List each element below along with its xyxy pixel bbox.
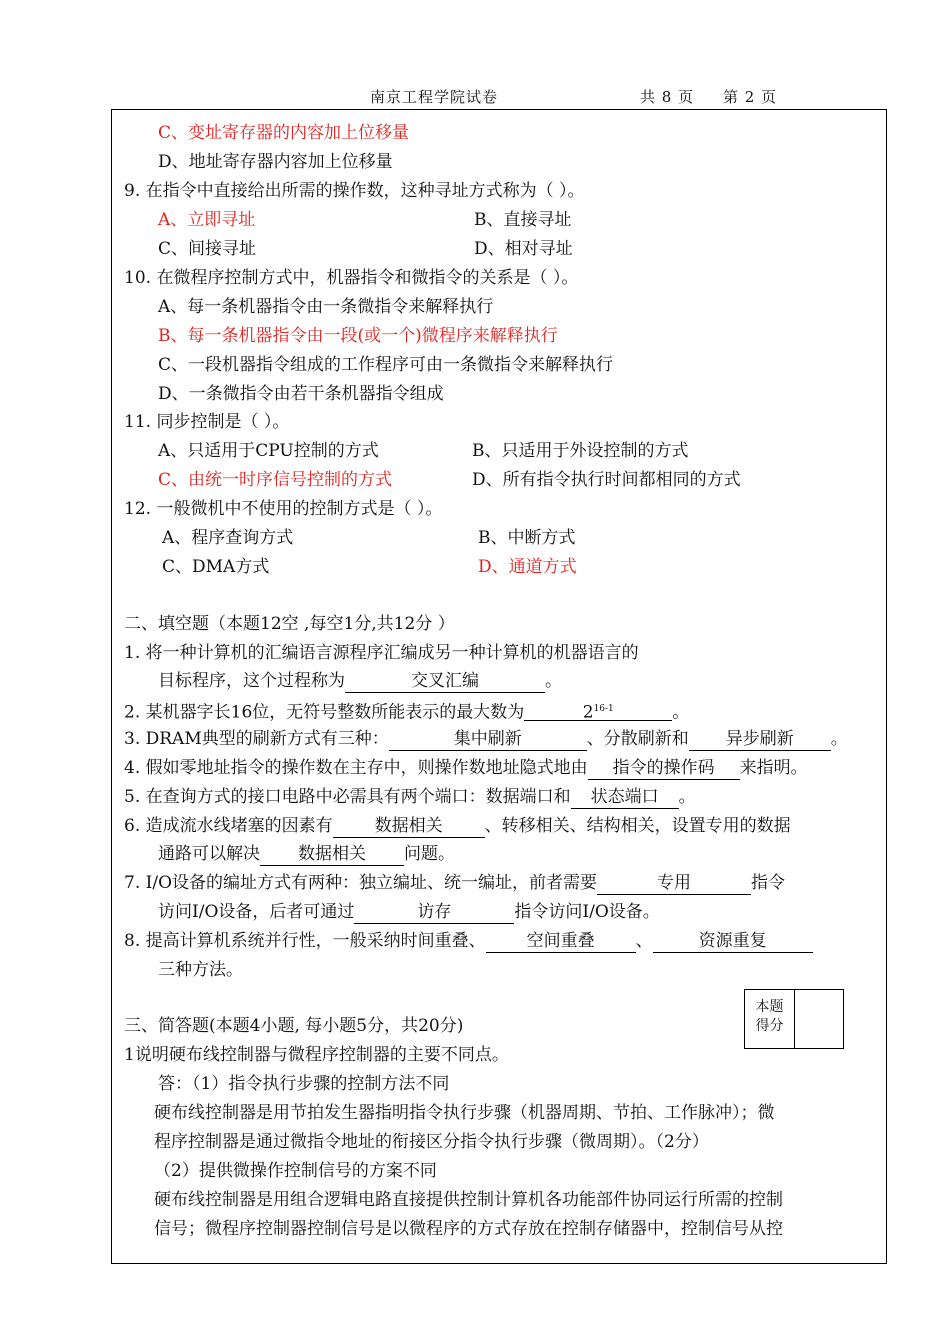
q11-stem: 11. 同步控制是（ ）。 <box>124 412 290 432</box>
fill-q2-answer <box>524 699 672 721</box>
fill-q7-answer-2: 访存 <box>354 902 514 924</box>
q9-stem: 9. 在指令中直接给出所需的操作数，这种寻址方式称为（ ）。 <box>124 181 585 201</box>
score-box-label-line1: 本题 <box>755 999 784 1015</box>
fill-q7-text: 7. I/O设备的编址方式有两种：独立编址、统一编址，前者需要 <box>124 873 598 893</box>
q11-option-c: C、由统一时序信号控制的方式 <box>158 470 393 490</box>
fill-q7-text-2: 访问I/O设备，后者可通过 <box>158 902 355 922</box>
score-box <box>744 989 844 1049</box>
q12-option-d: D、通道方式 <box>478 557 577 577</box>
exam-title: 南京工程学院试卷 <box>370 88 499 106</box>
q9-option-d: D、相对寻址 <box>474 239 573 259</box>
q10-option-b: B、每一条机器指令由一段(或一个)微程序来解释执行 <box>158 326 558 346</box>
fill-q3-mid: 、分散刷新和 <box>586 729 689 749</box>
q10-option-a: A、每一条机器指令由一条微指令来解释执行 <box>158 297 494 317</box>
q12-stem: 12. 一般微机中不使用的控制方式是（ ）。 <box>124 499 443 519</box>
short-answer-line6: 信号；微程序控制器控制信号是以微程序的方式存放在控制存储器中，控制信号从控 <box>154 1219 783 1239</box>
fill-q7-line1 <box>124 872 785 895</box>
fill-q3-answer-2: 异步刷新 <box>689 729 831 751</box>
q8-option-c: C、变址寄存器的内容加上位移量 <box>158 123 410 143</box>
short-answer-line5: 硬布线控制器是用组合逻辑电路直接提供控制计算机各功能部件协同运行所需的控制 <box>154 1190 783 1210</box>
fill-q2-text: 2. 某机器字长16位，无符号整数所能表示的最大数为 <box>124 702 525 723</box>
fill-q6-answer-1: 数据相关 <box>333 816 485 838</box>
fill-q1-answer: 交叉汇编 <box>345 671 545 693</box>
fill-q8-answer-1: 空间重叠 <box>486 931 636 953</box>
q12-option-b: B、中断方式 <box>478 528 576 548</box>
total-pages: 共 8 页 <box>640 88 695 106</box>
fill-q2-base: 2 <box>582 702 594 723</box>
fill-q8-line1 <box>124 930 813 953</box>
q10-stem: 10. 在微程序控制方式中，机器指令和微指令的关系是（ ）。 <box>124 268 579 288</box>
short-answer-line1: 答：（1）指令执行步骤的控制方法不同 <box>158 1074 450 1094</box>
fill-section-title: 二、填空题（本题12空 ,每空1分,共12分 ） <box>124 614 455 634</box>
short-answer-line3: 程序控制器是通过微指令地址的衔接区分指令执行步骤（微周期）。（2分） <box>154 1132 709 1152</box>
fill-q1-text: 目标程序，这个过程称为 <box>158 671 345 691</box>
q9-option-a: A、立即寻址 <box>158 210 256 230</box>
fill-q6-line2 <box>158 843 455 866</box>
fill-q4-answer: 指令的操作码 <box>588 758 740 780</box>
q9-option-b: B、直接寻址 <box>474 210 572 230</box>
fill-q6-text: 6. 造成流水线堵塞的因素有 <box>124 816 333 836</box>
fill-q7-answer-1: 专用 <box>597 873 751 895</box>
score-box-label <box>745 990 795 1048</box>
fill-q4-end: 来指明。 <box>739 758 808 778</box>
q10-option-c: C、一段机器指令组成的工作程序可由一条微指令来解释执行 <box>158 355 614 375</box>
short-answer-line4: （2）提供微操作控制信号的方案不同 <box>154 1161 437 1181</box>
q11-option-b: B、只适用于外设控制的方式 <box>472 441 689 461</box>
q11-option-d: D、所有指令执行时间都相同的方式 <box>472 470 741 490</box>
q12-option-c: C、DMA方式 <box>162 557 270 577</box>
fill-q2-end: 。 <box>672 702 690 723</box>
fill-q4 <box>124 757 808 780</box>
fill-q5-answer: 状态端口 <box>571 787 679 809</box>
fill-q1-line2 <box>158 670 562 693</box>
fill-q3 <box>124 728 848 751</box>
fill-q6-mid: 、转移相关、结构相关，设置专用的数据 <box>484 816 791 836</box>
current-page: 第 2 页 <box>723 88 778 106</box>
fill-q8-line2: 三种方法。 <box>158 960 243 980</box>
short-answer-line2: 硬布线控制器是用节拍发生器指明指令执行步骤（机器周期、节拍、工作脉冲）；微 <box>154 1103 775 1123</box>
fill-q8-answer-2: 资源重复 <box>653 931 813 953</box>
fill-q5-text: 5. 在查询方式的接口电路中必需具有两个端口：数据端口和 <box>124 787 571 807</box>
q8-option-d: D、地址寄存器内容加上位移量 <box>158 152 393 172</box>
fill-q3-answer-1: 集中刷新 <box>389 729 587 751</box>
q9-option-c: C、间接寻址 <box>158 239 257 259</box>
short-q1: 1说明硬布线控制器与微程序控制器的主要不同点。 <box>124 1045 509 1065</box>
fill-q2-exponent: 16-1 <box>593 704 614 714</box>
q12-option-a: A、程序查询方式 <box>162 528 294 548</box>
fill-q8-mid: 、 <box>635 931 653 951</box>
fill-q3-end: 。 <box>830 729 848 749</box>
fill-q4-text: 4. 假如零地址指令的操作数在主存中，则操作数地址隐式地由 <box>124 758 588 778</box>
fill-q7-line2 <box>158 901 660 924</box>
fill-q7-mid: 指令 <box>751 873 786 893</box>
score-box-label-line2: 得分 <box>755 1018 784 1034</box>
q11-option-a: A、只适用于CPU控制的方式 <box>158 441 379 461</box>
fill-q6-text-2: 通路可以解决 <box>158 844 260 864</box>
fill-q7-end: 指令访问I/O设备。 <box>514 902 660 922</box>
fill-q1-line1: 1. 将一种计算机的汇编语言源程序汇编成另一种计算机的机器语言的 <box>124 643 639 663</box>
fill-q5 <box>124 786 696 809</box>
fill-q5-end: 。 <box>678 787 696 807</box>
fill-q6-end: 问题。 <box>404 844 455 864</box>
fill-q1-end: 。 <box>545 671 562 691</box>
q10-option-d: D、一条微指令由若干条机器指令组成 <box>158 384 444 404</box>
fill-q6-line1 <box>124 815 791 838</box>
short-section-title: 三、简答题(本题4小题, 每小题5分，共20分) <box>124 1016 464 1036</box>
fill-q8-text: 8. 提高计算机系统并行性，一般采纳时间重叠、 <box>124 931 486 951</box>
fill-q3-text: 3. DRAM典型的刷新方式有三种： <box>124 729 389 749</box>
fill-q6-answer-2: 数据相关 <box>260 844 404 866</box>
fill-q2 <box>124 699 689 724</box>
